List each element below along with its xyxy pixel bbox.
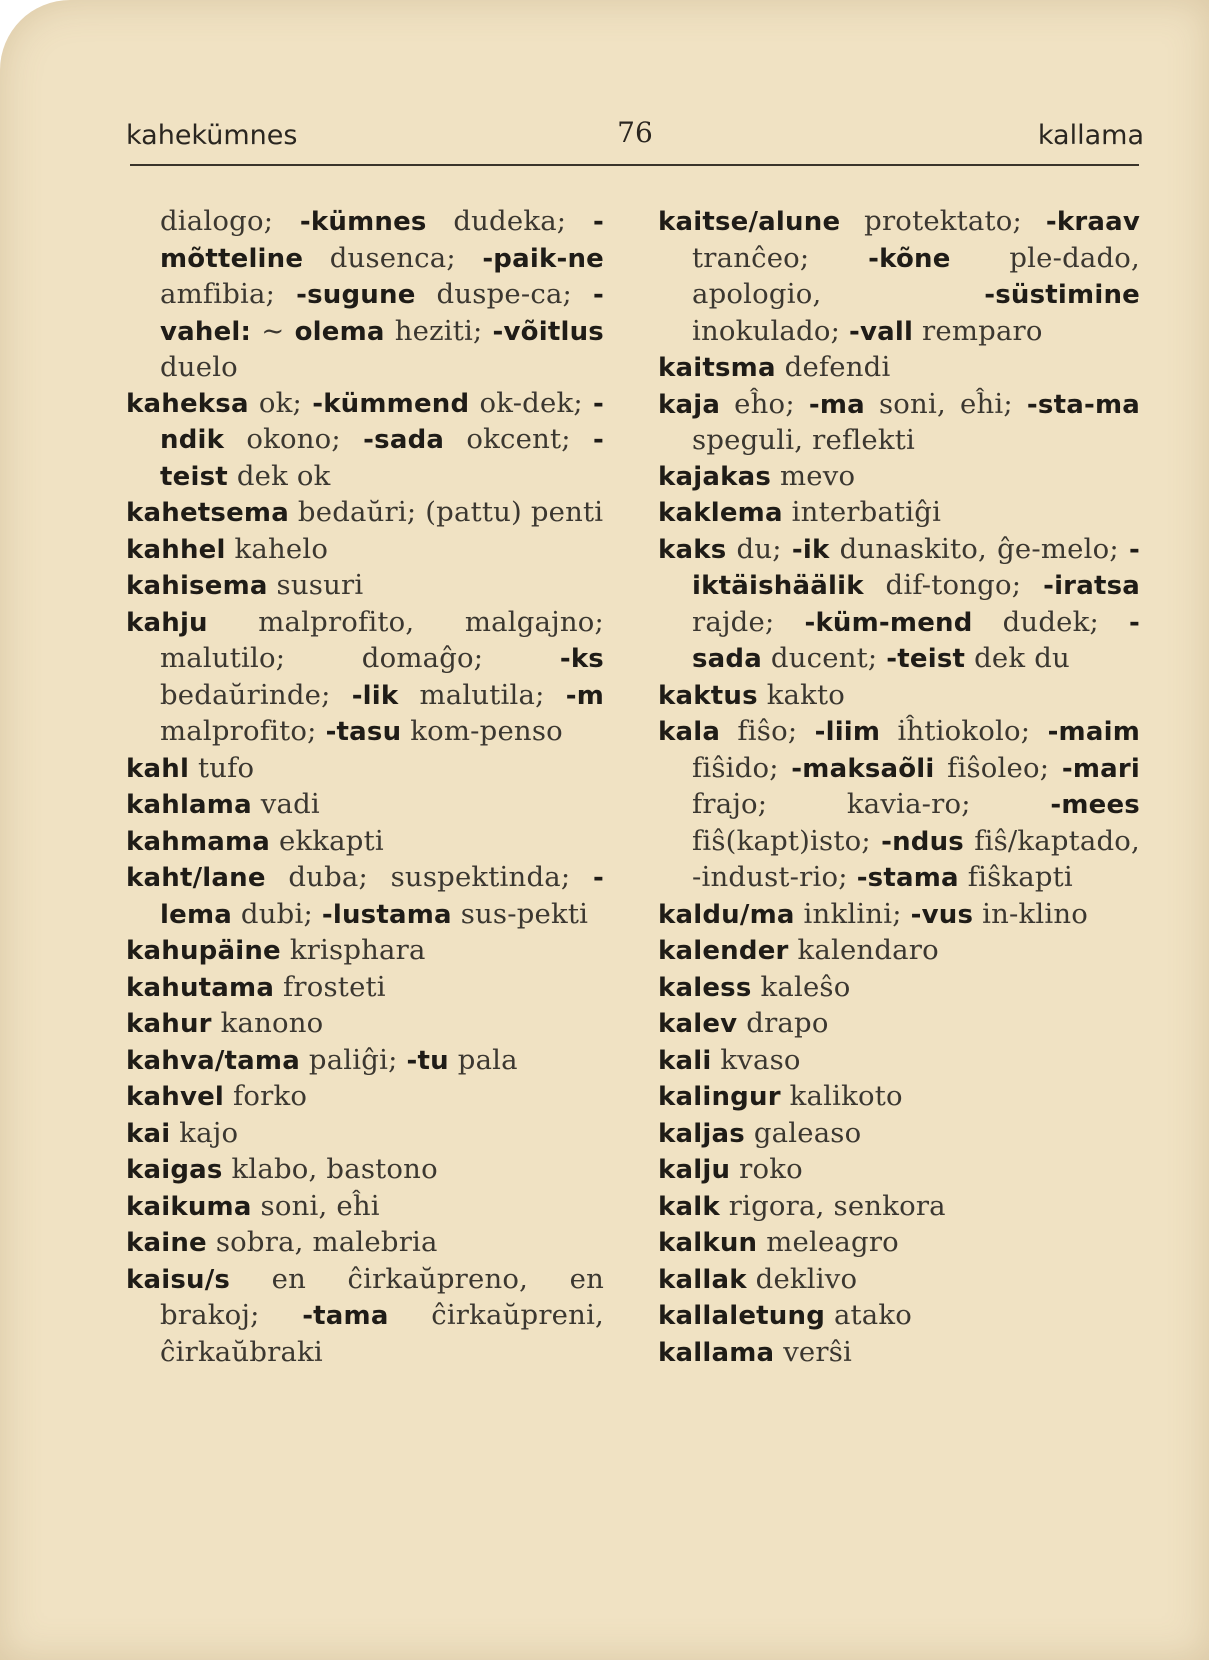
dictionary-entry [126,1152,604,1189]
entry-translation: iĥtiokolo; [880,715,1048,747]
dictionary-entry [658,1116,1140,1153]
entry-translation: soni, eĥi; [864,387,1027,420]
entry-headword: kai [126,1118,171,1149]
entry-translation: deklivo [746,1262,858,1295]
entry-translation: malprofito, malgajno; malutilo; domaĝo; [160,605,604,674]
entry-headword: kaitse/alune [658,207,841,237]
dictionary-entry [658,495,1140,532]
entry-translation: dif-tongo; [863,569,1044,601]
dictionary-entry [658,1006,1140,1043]
entry-headword: kaine [126,1228,207,1258]
entry-translation: en ĉirkaŭpreno, en brakoj; [160,1262,604,1331]
entry-subword: -iratsa [1043,571,1140,601]
entry-translation: fiŝido; [692,751,792,784]
entry-translation: fiŝkapti [958,861,1073,893]
entry-translation: soni, eĥi [251,1189,380,1222]
dictionary-entry [658,1152,1140,1189]
entry-subword: olema [294,316,385,347]
entry-headword: kahju [126,607,208,638]
header-guide-word-right: kallama [1037,120,1144,151]
entry-translation: in-klino [973,897,1089,930]
dictionary-entry [126,568,604,605]
dictionary-entry [658,1262,1140,1299]
entry-translation: speguli, reflekti [692,424,915,456]
entry-translation: fiŝoleo; [934,751,1062,784]
dictionary-entry [658,1335,1140,1372]
entry-translation: okono; [224,423,364,455]
entry-headword: kaht/lane [126,863,266,893]
entry-headword: kaldu/ma [658,899,795,930]
entry-subword: -tama [302,1301,389,1331]
entry-translation: ĉirkaŭpreni, ĉirkaŭbraki [160,1299,604,1368]
entry-translation: kakto [757,678,846,711]
entry-subword: -kümnes [299,207,427,237]
entry-translation: pala [448,1043,518,1076]
dictionary-entry [658,933,1140,970]
entry-subword: -mõtteline [160,207,604,274]
dictionary-entry [126,495,604,532]
entry-headword: kaisu/s [126,1264,231,1295]
entry-translation: tranĉeo; [692,241,869,274]
entry-subword: -vahel: [160,280,605,347]
entry-headword: kalev [658,1009,738,1039]
entry-translation: kalendaro [788,934,939,966]
entry-translation: ple-dado, apologio, [692,241,1140,310]
entry-translation: ok; [248,386,313,419]
dictionary-entry [126,860,604,933]
entry-headword: kaheksa [126,388,249,419]
entry-subword: -ks [559,644,604,674]
entry-headword: kahvel [126,1082,225,1112]
entry-translation: eĥo; [720,387,809,420]
header-rule [130,164,1139,166]
entry-translation: dek ok [227,459,331,492]
entry-translation: drapo [737,1007,829,1039]
entry-subword: -ndik [160,388,604,455]
entry-subword: -sugune [296,280,416,310]
entry-translation: klabo, bastono [222,1153,438,1185]
entry-headword: kaless [658,972,752,1003]
entry-translation: dek du [965,642,1070,674]
entry-translation: rigora, senkora [719,1189,946,1222]
dictionary-entry [126,1079,604,1116]
entry-headword: kalkun [658,1228,758,1258]
entry-translation: tufo [189,751,255,784]
dictionary-entry [126,1043,604,1080]
page-number: 76 [617,116,653,149]
dictionary-entry [658,1298,1140,1335]
entry-headword: kalk [658,1191,720,1222]
entry-translation: amfibia; [160,278,297,310]
entry-subword: -lik [351,680,399,711]
entry-headword: kahisema [126,571,268,601]
entry-translation: ducent; [761,642,887,674]
entry-subword: -ndus [881,826,964,857]
entry-subword: -küm-mend [804,607,973,638]
entry-headword: kahutama [126,972,275,1003]
dictionary-entry [658,970,1140,1007]
entry-subword: -liim [814,717,881,747]
entry-subword: -kõne [868,243,951,274]
entry-headword: kallama [658,1337,775,1368]
dictionary-entry [658,204,1140,350]
entry-translation: sus-pekti [451,897,589,930]
entry-headword: kaks [658,534,727,565]
dictionary-entry [658,1189,1140,1226]
entry-subword: -iktäishäälik [692,534,1140,601]
entry-subword: -vus [910,899,974,930]
entry-headword: kahmama [126,826,271,857]
dictionary-entry [658,387,1140,459]
entry-translation: malprofito; [160,715,326,747]
dictionary-entry [126,386,604,496]
entry-translation: dusenca; [303,241,483,274]
dictionary-entry [126,751,604,788]
dictionary-entry [658,1079,1140,1116]
entry-headword: kaljas [658,1118,745,1149]
entry-translation: paliĝi; [299,1043,407,1076]
left-column [126,204,604,1370]
entry-headword: kallaletung [658,1301,826,1331]
dictionary-entry [126,824,604,861]
dictionary-entry [126,1262,604,1371]
entry-translation: inokulado; [692,314,849,347]
entry-headword: kaklema [658,498,783,528]
entry-subword: -maksaõli [791,753,935,784]
entry-translation: meleagro [757,1226,899,1258]
entry-translation: dudek; [972,605,1129,638]
entry-subword: -lustama [321,899,452,930]
entry-subword: -teist [886,644,966,674]
entry-subword: -ma [808,389,865,420]
entry-translation: forko [224,1080,308,1112]
entry-headword: kaigas [126,1155,223,1185]
entry-headword: kahetsema [126,498,289,528]
entry-translation: kom-penso [401,715,563,747]
entry-translation: mevo [771,459,856,492]
entry-translation: fiŝ/kaptado, -indust-rio; [692,824,1140,893]
entry-headword: kahur [126,1009,212,1039]
entry-translation: dunaskito, ĝe-melo; [829,532,1129,565]
entry-translation: roko [730,1153,803,1185]
entry-headword: kalingur [658,1082,781,1112]
entry-headword: kahlama [126,790,252,820]
entry-translation: du; [726,532,792,565]
dictionary-entry [126,204,604,386]
entry-subword: -paik-ne [482,243,604,274]
entry-translation: sobra, malebria [206,1226,438,1258]
entry-subword: -ik [791,534,830,565]
entry-translation: frosteti [274,970,386,1003]
dictionary-entry [658,1225,1140,1262]
entry-translation: kaleŝo [751,970,851,1003]
entry-translation: susuri [267,569,364,601]
entry-translation: duspe-ca; [415,278,594,310]
entry-subword: -lema [160,863,604,930]
entry-subword: -sada [363,425,445,455]
entry-subword: -vall [849,316,914,347]
entry-headword: kahupäine [126,936,281,966]
entry-translation: verŝi [774,1335,853,1368]
entry-translation: frajo; kavia-ro; [692,788,1051,820]
entry-headword: kahl [126,753,190,784]
entry-subword: -süstimine [984,280,1140,310]
entry-headword: kaitsma [658,353,776,383]
dictionary-entry [126,1006,604,1043]
entry-headword: kaktus [658,680,758,711]
entry-headword: kala [658,717,721,747]
entry-translation: kvaso [711,1043,801,1076]
page-header [126,112,1144,152]
entry-translation: rajde; [692,605,805,638]
right-column [658,204,1140,1371]
entry-translation: bedaŭrinde; [160,678,352,711]
dictionary-entry [126,532,604,569]
dictionary-entry [658,350,1140,387]
entry-headword: kahhel [126,534,226,565]
entry-translation: defendi [775,351,891,383]
entry-translation: fiŝ(kapt)isto; [692,824,882,857]
entry-translation: dudeka; [426,205,593,237]
entry-translation: krisphara [280,934,426,966]
dictionary-entry [658,459,1140,496]
entry-translation: duelo [160,351,238,383]
entry-subword: -sta-ma [1026,389,1140,420]
entry-subword: -kraav [1045,207,1140,237]
entry-subword: -võitlus [492,316,604,347]
entry-subword: -kümmend [312,388,470,419]
entry-translation: kahelo [225,532,329,565]
entry-translation: okcent; [444,423,593,455]
dictionary-entry [126,605,604,751]
entry-translation: heziti; [384,314,493,347]
entry-subword: -tu [406,1045,449,1076]
dictionary-entry [126,1116,604,1153]
dictionary-entry [658,897,1140,934]
entry-headword: kali [658,1045,712,1076]
entry-translation: ekkapti [270,824,384,857]
entry-headword: kajakas [658,461,772,492]
entry-translation: bedaŭri; (pattu) penti [288,496,604,528]
entry-subword: -mari [1061,753,1140,784]
dictionary-entry [126,1189,604,1226]
dictionary-entry [658,714,1140,897]
entry-subword: -stama [856,863,959,893]
entry-subword: -teist [160,425,604,492]
entry-headword: kalju [658,1155,731,1185]
entry-translation: protektato; [840,205,1046,237]
entry-translation: dialogo; [160,205,300,237]
entry-translation: ok-dek; [469,386,593,419]
dictionary-entry [126,1225,604,1262]
entry-translation: kanono [211,1007,324,1039]
entry-translation: interbatiĝi [782,496,942,528]
entry-translation: ~ [251,314,295,347]
entry-translation: atako [825,1299,913,1331]
entry-translation: fiŝo; [720,715,815,747]
entry-subword: -sada [692,607,1140,674]
entry-subword: -m [565,680,604,711]
dictionary-entry [658,678,1140,715]
entry-translation: kalikoto [780,1080,903,1112]
entry-translation: inklini; [794,897,911,930]
entry-translation: malutila; [398,678,566,711]
entry-translation: remparo [913,314,1043,347]
entry-translation: duba; suspektinda; [265,861,593,893]
entry-subword: -maim [1047,717,1140,747]
dictionary-entry [658,1043,1140,1080]
entry-headword: kaja [658,389,721,420]
header-guide-word-left: kahekümnes [126,120,298,151]
entry-headword: kahva/tama [126,1045,300,1076]
dictionary-entry [126,933,604,970]
entry-translation: dubi; [231,897,322,930]
entry-translation: galeaso [744,1116,862,1149]
dictionary-entry [126,970,604,1007]
entry-translation: vadi [251,788,320,820]
entry-headword: kallak [658,1264,747,1295]
dictionary-entry [126,787,604,824]
entry-translation: kajo [170,1116,239,1149]
dictionary-entry [658,532,1140,678]
entry-subword: -mees [1050,790,1140,820]
entry-subword: -tasu [325,717,402,747]
entry-headword: kalender [658,936,789,966]
entry-headword: kaikuma [126,1191,252,1222]
